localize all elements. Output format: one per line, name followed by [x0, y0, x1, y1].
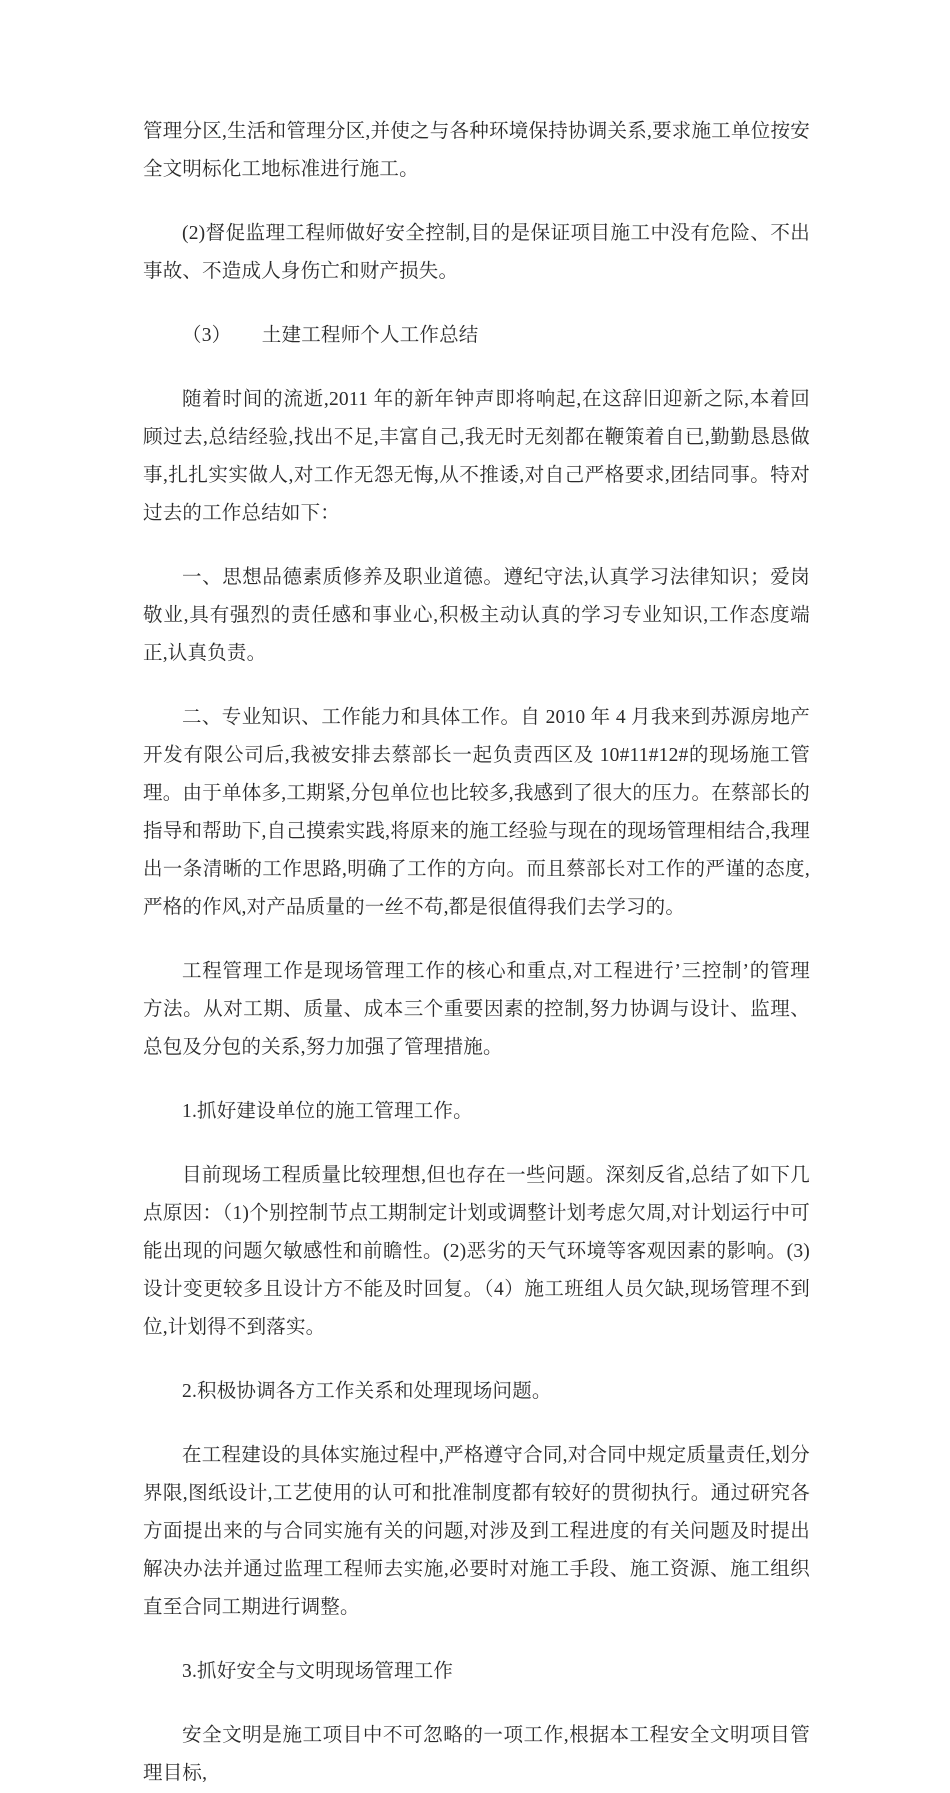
paragraph-section-one-ethics: 一、思想品德素质修养及职业道德。遵纪守法,认真学习法律知识；爱岗敬业,具有强烈的责任感和事业心,积极主动认真的学习专业知识,工作态度端正,认真负责。 [143, 567, 810, 664]
paragraph-point-3-title: 3.抓好安全与文明现场管理工作 [182, 1661, 454, 1682]
paragraph-point-1-title: 1.抓好建设单位的施工管理工作。 [182, 1101, 473, 1122]
paragraph-intro-new-year: 随着时间的流逝,2011 年的新年钟声即将响起,在这辞旧迎新之际,本着回顾过去,总结经验,找出不足,丰富自己,我无时无刻都在鞭策着自已,勤勤恳恳做事,扎扎实实做人,对工作无怨无悔,从不推诿,对自己严格要求,团结同事。特对过去的工作总结如下： [143, 389, 810, 524]
paragraph-point-2-title: 2.积极协调各方工作关系和处理现场问题。 [182, 1381, 552, 1402]
paragraph-item-2-supervision: (2)督促监理工程师做好安全控制,目的是保证项目施工中没有危险、不出事故、不造成人身伤亡和财产损失。 [143, 223, 810, 282]
paragraph-three-controls: 工程管理工作是现场管理工作的核心和重点,对工程进行’三控制’的管理方法。从对工期、质量、成本三个重要因素的控制,努力协调与设计、监理、总包及分包的关系,努力加强了管理措施。 [143, 961, 810, 1058]
paragraph-point-2-body: 在工程建设的具体实施过程中,严格遵守合同,对合同中规定质量责任,划分界限,图纸设计,工艺使用的认可和批准制度都有较好的贯彻执行。通过研究各方面提出来的与合同实施有关的问题,对涉及到工程进度的有关问题及时提出解决办法并通过监理工程师去实施,必要时对施工手段、施工资源、施工组织直至合同工期进行调整。 [143, 1445, 810, 1618]
paragraph-point-1-body: 目前现场工程质量比较理想,但也存在一些问题。深刻反省,总结了如下几点原因：（1)个别控制节点工期制定计划或调整计划考虑欠周,对计划运行中可能出现的问题欠敏感性和前瞻性。(2)恶劣的天气环境等客观因素的影响。(3)设计变更较多且设计方不能及时回复。（4）施工班组人员欠缺,现场管理不到位,计划得不到落实。 [143, 1165, 810, 1338]
document-body [143, 113, 810, 1793]
heading-item-3-civil-engineer-summary: （3） 土建工程师个人工作总结 [182, 325, 479, 346]
paragraph-point-3-body: 安全文明是施工项目中不可忽略的一项工作,根据本工程安全文明项目管理目标, [143, 1725, 810, 1784]
paragraph-continuation-zoning: 管理分区,生活和管理分区,并使之与各种环境保持协调关系,要求施工单位按安全文明标化工地标准进行施工。 [143, 121, 810, 180]
paragraph-section-two-expertise: 二、专业知识、工作能力和具体工作。自 2010 年 4 月我来到苏源房地产开发有限公司后,我被安排去蔡部长一起负责西区及 10#11#12#的现场施工管理。由于单体多,工期紧,分包单位也比较多,我感到了很大的压力。在蔡部长的指导和帮助下,自己摸索实践,将原来的施工经验与现在的现场管理相结合,我理出一条清晰的工作思路,明确了工作的方向。而且蔡部长对工作的严谨的态度,严格的作风,对产品质量的一丝不苟,都是很值得我们去学习的。 [143, 707, 810, 918]
